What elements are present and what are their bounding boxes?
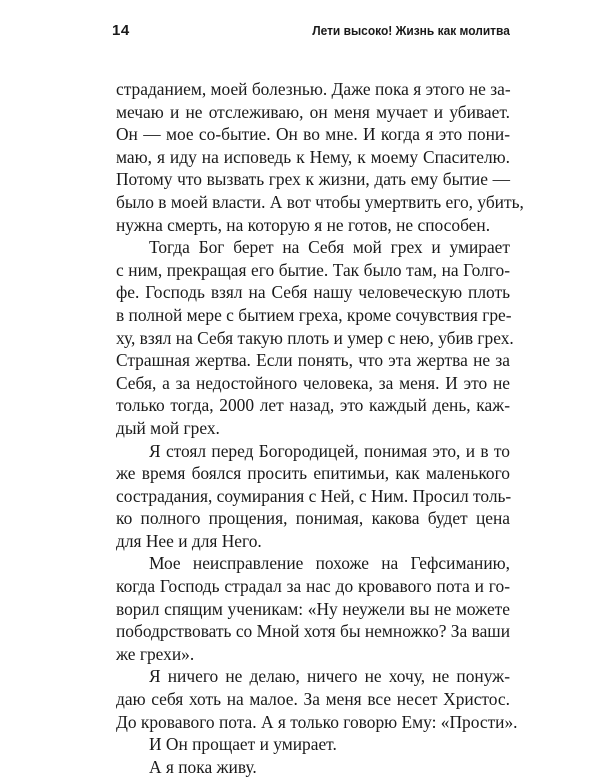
text-line: ворил спящим ученикам: «Ну неужели вы не можете [116, 598, 510, 619]
text-line: нужна смерть, на которую я не готов, не способен. [116, 214, 491, 235]
text-line: Себя, а за недостойного человека, за меня. И это не [116, 372, 510, 393]
text-line: же время боялся просить епитимьи, как маленького [116, 463, 510, 484]
paragraph [116, 733, 510, 756]
paragraph [116, 440, 510, 553]
page-number: 14 [112, 22, 130, 39]
paragraph [116, 756, 510, 778]
text-line: ху, взял на Себя такую плоть и умер с нею, убив грех. [116, 327, 514, 348]
text-line: страданием, моей болезнью. Даже пока я этого не за- [116, 79, 511, 99]
text-line: в полной мере с бытием греха, кроме сочувствия гре- [116, 304, 512, 325]
text-line: мечаю и не отслеживаю, он меня мучает и убивает. [116, 101, 510, 122]
text-line: дый мой грех. [116, 417, 220, 438]
text-line: Я стоял перед Богородицей, понимая это, и в то [149, 440, 510, 461]
paragraph [116, 78, 524, 236]
text-line: когда Господь страдал за нас до кровавого пота и го- [116, 576, 510, 597]
text-line: пободрствовать со Мной хотя бы немножко? За ваши [116, 621, 510, 642]
text-line: было в моей власти. А вот чтобы умертвить его, убить, [116, 191, 524, 212]
running-head [112, 22, 510, 42]
book-title: Лети высоко! Жизнь как молитва [312, 23, 510, 38]
text-line: Мое неисправление похоже на Гефсиманию, [149, 553, 510, 574]
text-line: маю, я иду на исповедь к Нему, к моему Спасителю. [116, 146, 510, 167]
body-text [116, 78, 524, 778]
text-line: Тогда Бог берет на Себя мой грех и умирает [149, 237, 510, 258]
text-line: же грехи». [116, 643, 195, 664]
text-line: с ним, прекращая его бытие. Так было там, на Голго- [116, 259, 510, 280]
text-line: Он — мое со-бытие. Он во мне. И когда я это пони- [116, 124, 510, 145]
text-line: для Нее и для Него. [116, 530, 262, 551]
text-line: А я пока живу. [149, 756, 257, 777]
text-line: ко полного прощения, понимая, какова будет цена [116, 508, 510, 529]
text-line: Я ничего не делаю, ничего не хочу, не понуж- [149, 666, 510, 687]
text-line: сострадания, соумирания с Ней, с Ним. Просил толь- [116, 485, 512, 506]
text-line: И Он прощает и умирает. [149, 734, 337, 755]
text-line: фе. Господь взял на Себя нашу человеческую плоть [116, 282, 510, 303]
paragraph [116, 552, 510, 665]
text-line: даю себя хоть на малое. За меня все несет Христос. [116, 689, 510, 710]
text-line: Страшная жертва. Если понять, что эта жертва не за [116, 350, 510, 371]
text-line: только тогда, 2000 лет назад, это каждый день, каж- [116, 395, 510, 416]
paragraph [116, 665, 518, 733]
paragraph [116, 236, 514, 439]
text-line: До кровавого пота. А я только говорю Ему: «Прости». [116, 711, 518, 732]
text-line: Потому что вызвать грех к жизни, дать ему бытие — [116, 169, 510, 190]
